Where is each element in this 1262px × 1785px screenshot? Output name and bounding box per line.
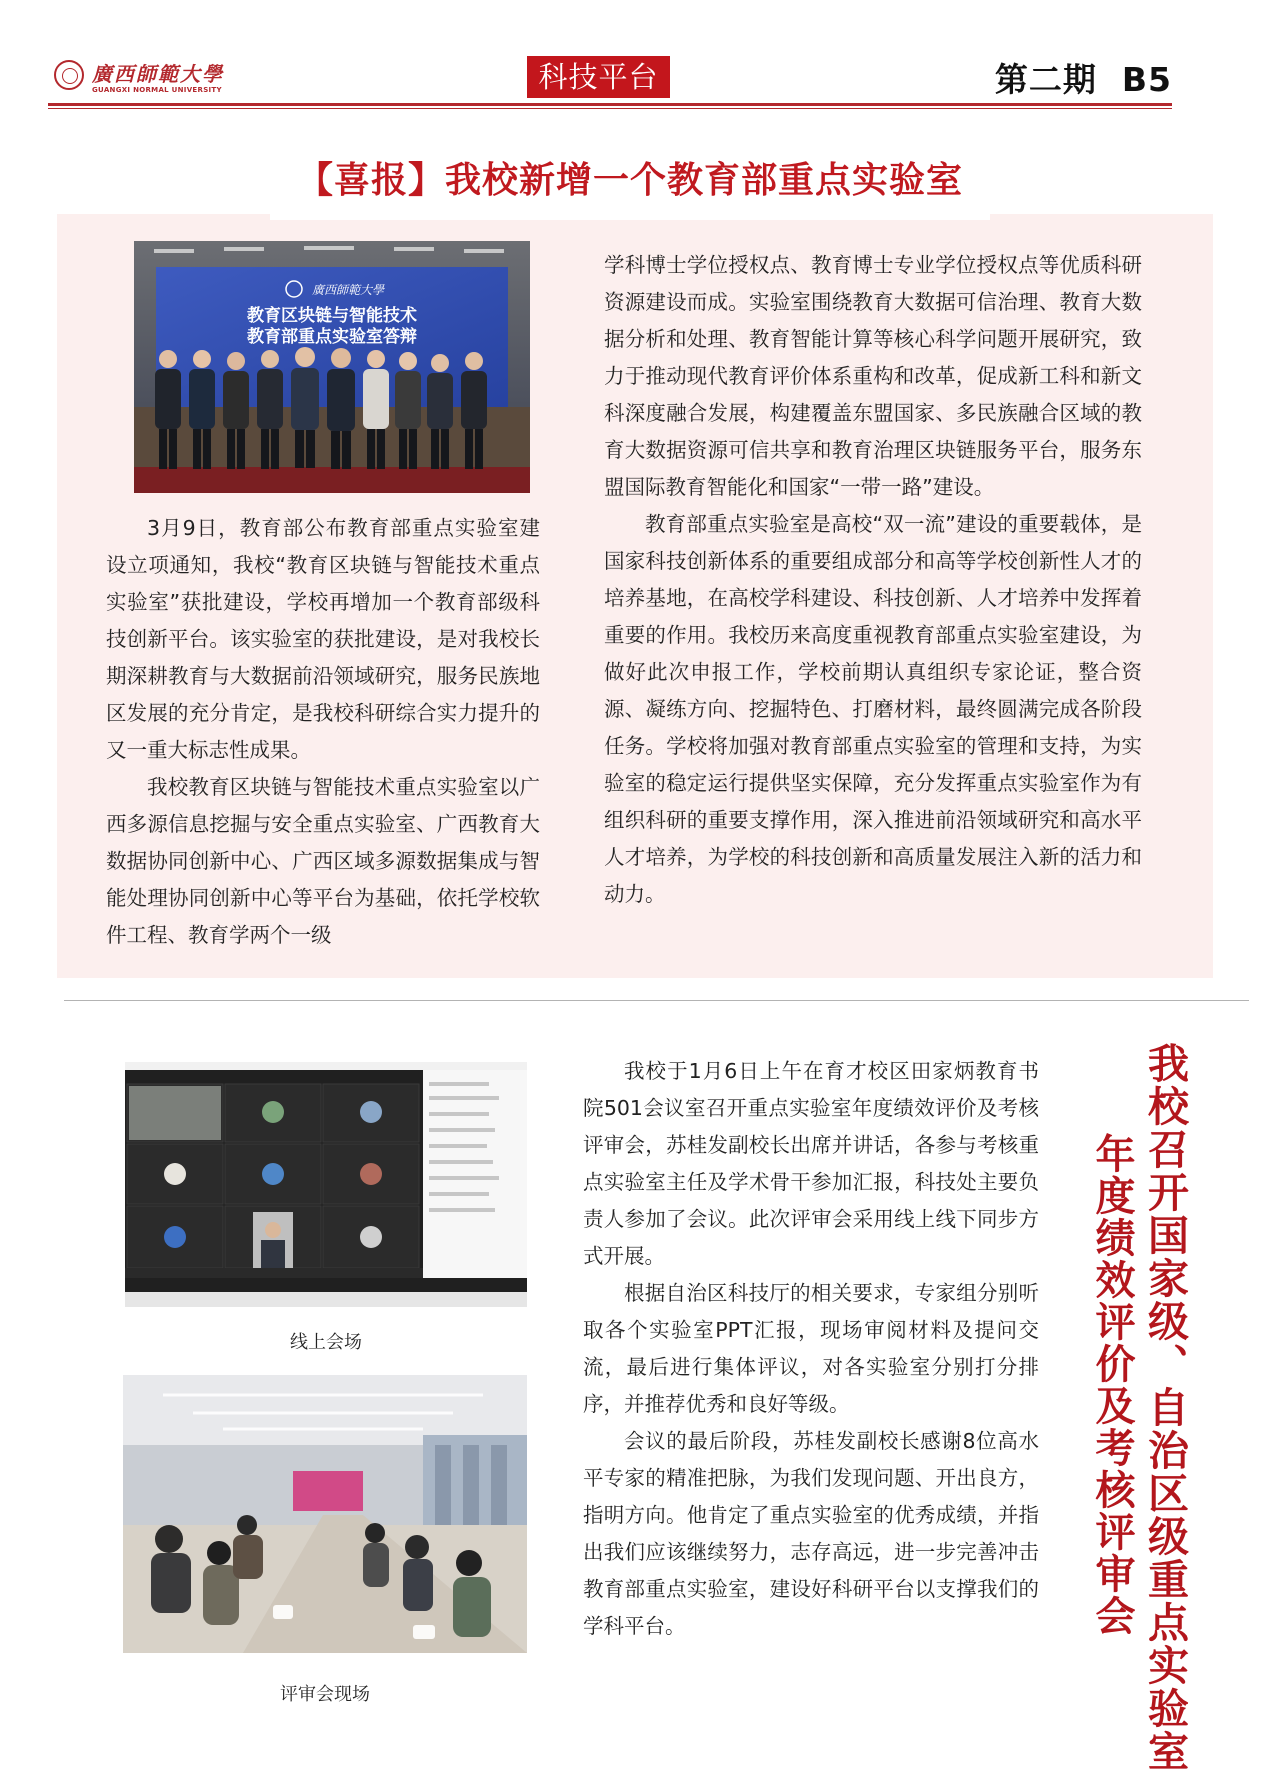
article2-paragraph: 根据自治区科技厅的相关要求，专家组分别听取各个实验室PPT汇报，现场审阅材料及提问交流，最后进行集体评议，对各实验室分别打分排序，并推荐优秀和良好等级。: [583, 1281, 1039, 1416]
logo-english-name: GUANGXI NORMAL UNIVERSITY: [92, 86, 222, 94]
logo-chinese-name: 廣西師範大學: [92, 62, 224, 86]
photo-caption-online: 线上会场: [290, 1332, 362, 1353]
article1-paragraph: 学科博士学位授权点、教育博士专业学位授权点等优质科研资源建设而成。实验室围绕教育大数据可信治理、教育大数据分析和处理、教育智能计算等核心科学问题开展研究，致力于推动现代教育评价体系重构和改革，促成新工科和新文科深度融合发展，构建覆盖东盟国家、多民族融合区域的教育大数据资源可信共享和教育治理区块链服务平台，服务东盟国际教育智能化和国家“一带一路”建设。: [604, 253, 1142, 499]
article2-title-line2: 年度绩效评价及考核评审会: [1089, 1133, 1135, 1637]
article1-column2: [604, 247, 1142, 913]
article1-title: 【喜报】我校新增一个教育部重点实验室: [296, 160, 963, 201]
header-rule-thin: [48, 108, 1172, 109]
page-header: [48, 52, 1172, 108]
article1-column1: [106, 510, 540, 954]
photo-caption-review: 评审会现场: [280, 1684, 370, 1705]
review-meeting-image: [123, 1375, 527, 1653]
article2-body: [583, 1053, 1039, 1645]
article2-paragraph: 我校于1月6日上午在育才校区田家炳教育书院501会议室召开重点实验室年度绩效评价及考核评审会，苏桂发副校长出席并讲话，各参与考核重点实验室主任及学术骨干参加汇报，科技处主要负责人参加了会议。此次评审会采用线上线下同步方式开展。: [583, 1059, 1039, 1268]
group-photo-image: [134, 241, 530, 493]
article1-paragraph: 我校教育区块链与智能技术重点实验室以广西多源信息挖掘与安全重点实验室、广西教育大数据协同创新中心、广西区域多源数据集成与智能处理协同创新中心等平台为基础，依托学校软件工程、教育学两个一级: [106, 775, 540, 947]
online-meeting-image: [125, 1062, 527, 1307]
article2-paragraph: 会议的最后阶段，苏桂发副校长感谢8位高水平专家的精准把脉，为我们发现问题、开出良方，指明方向。他肯定了重点实验室的优秀成绩，并指出我们应该继续努力，志存高远，进一步完善冲击教育部重点实验室，建设好科研平台以支撑我们的学科平台。: [583, 1429, 1039, 1638]
section-tag: 科技平台: [527, 56, 670, 98]
review-meeting-photo: [123, 1375, 527, 1653]
article1-paragraph: 教育部重点实验室是高校“双一流”建设的重要载体，是国家科技创新体系的重要组成部分和高等学校创新性人才的培养基地，在高校学科建设、科技创新、人才培养中发挥着重要的作用。我校历来高度重视教育部重点实验室建设，为做好此次申报工作，学校前期认真组织专家论证，整合资源、凝练方向、挖掘特色、打磨材料，最终圆满完成各阶段任务。学校将加强对教育部重点实验室的管理和支持，为实验室的稳定运行提供坚实保障，充分发挥重点实验室作为有组织科研的重要支撑作用，深入推进前沿领域研究和高水平人才培养，为学校的科技创新和高质量发展注入新的活力和动力。: [604, 512, 1142, 906]
seal-icon: [54, 60, 84, 90]
section-divider: [64, 1000, 1249, 1001]
university-logo: [54, 58, 234, 102]
header-rule: [48, 103, 1172, 106]
photo-banner-line2: 教育部重点实验室答辩: [247, 327, 417, 347]
issue-number: 第二期 B5: [994, 60, 1172, 99]
photo-banner-line1: 教育区块链与智能技术: [247, 306, 417, 326]
group-photo: [134, 241, 530, 493]
article1-paragraph: 3月9日，教育部公布教育部重点实验室建设立项通知，我校“教育区块链与智能技术重点实验室”获批建设，学校再增加一个教育部级科技创新平台。该实验室的获批建设，是对我校长期深耕教育与大数据前沿领域研究，服务民族地区发展的充分肯定，是我校科研综合实力提升的又一重大标志性成果。: [106, 516, 540, 762]
photo-banner-logo-text: 廣西師範大學: [312, 283, 385, 297]
online-meeting-screenshot: [125, 1062, 527, 1307]
article2-title-line1: 我校召开国家级、自治区级重点实验室: [1141, 1042, 1189, 1773]
